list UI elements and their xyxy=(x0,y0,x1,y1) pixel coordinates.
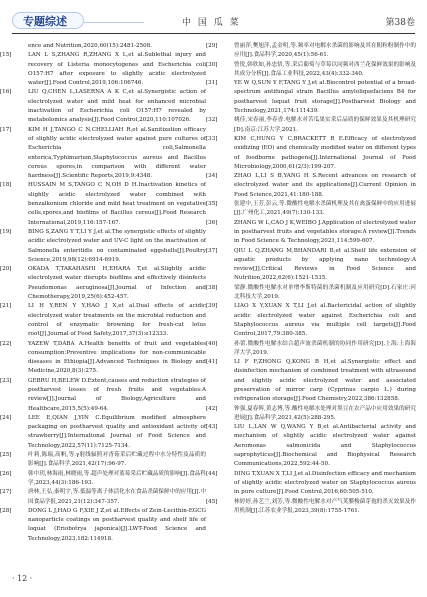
reference-text: DING T,XUAN X T,LI J,et al.Disinfection efficacy and mechanism of slightly acidic electrolyzed water on Staphylococcus aureus in pure culture[J].Food Control,2016,60:505-510. xyxy=(234,470,416,496)
reference-entry xyxy=(0,414,206,451)
reference-number: [34] xyxy=(206,173,218,180)
reference-number: [45] xyxy=(206,498,218,505)
reference-entry xyxy=(206,470,416,498)
reference-text: LIU L,LAN W Q,WANG Y B,et al.Antibacterial activity and mechanism of slightly acidic electrolyzed water against Aeromonas salmonicida and Staphylococcus saprophyticus[J].Biochemical and Biophysical Research Communications,2022,592:44-50. xyxy=(234,424,416,468)
reference-entry xyxy=(206,61,416,80)
header-rule xyxy=(12,33,415,34)
reference-text: LI F F,ZHONG Q,KONG B H,et al.Synergistic effect and disinfection mechanism of combined treatment with ultrasound and slightly acidic electrolyzed water and associated preservation of mirror carp (Cyprinus carpio L.) during refrigeration storage[J].Food Chemistry,2022,386:132858. xyxy=(234,359,416,403)
reference-text: 韩中玥,林海雨,林晓雨,等.超声处理对蓝莓采后贮藏品质的影响[J].食品科学,2023,44(3):186-193. xyxy=(28,470,206,486)
reference-text: ence and Nutrition,2020,60(15):2481-2508. xyxy=(28,43,153,49)
reference-number: [35] xyxy=(206,201,218,208)
volume-number: 第38卷 xyxy=(385,18,415,28)
reference-entry xyxy=(206,135,416,172)
reference-number: [31] xyxy=(206,80,218,87)
reference-entry xyxy=(0,126,206,182)
reference-entry xyxy=(0,470,206,489)
reference-number: [38] xyxy=(206,284,218,291)
reference-column-right xyxy=(206,42,416,516)
reference-text: KIM C,HUNG Y C,BRACKETT R E.Efficacy of electrolyzed oxidizing (EO) and chemically modified water on different types of foodborne pathogens[J].International Journal of Food Microbiology,2000,61(2/3):199-207. xyxy=(234,135,416,170)
section-tag: 专题综述 xyxy=(12,12,84,29)
reference-text: YAZEW T,DABA A.Health benefits of fruit and vegetables consumption:Preventive implications for non-communicable diseases in Ethiopia[J].Advanced Techniques in Biology and Medicine,2020,8(3):275. xyxy=(28,340,206,375)
reference-number: [41] xyxy=(206,359,218,366)
reference-column-left xyxy=(0,42,206,544)
reference-entry xyxy=(206,219,416,247)
reference-entry xyxy=(0,377,206,414)
page-header xyxy=(0,0,427,36)
reference-text: DONG L J,HAO G F,XIE J Z,et al.Effects of Zein-Lecithin-EGCG nanoparticle coatings on postharvest quality and shelf life of loquat (Eriobotrya japonica)[J].LWT-Food Science and Technology,2023,182:114918. xyxy=(28,507,206,542)
reference-text: 叶莉,陈瑞,高帆,等.γ射线辐照对香菇采后贮藏过程中水分特性及品质的影响[J].食品科学,2021,42(17):96-97. xyxy=(28,452,206,468)
reference-entry xyxy=(206,358,416,404)
reference-text: BING S,ZANG Y T,LI Y J,et al.The synergistic effects of slightly acidic electrolyzed water and UV-C light on the inactivation of Salmonella enteritidis on contaminated eggshells[J].Poultry Science,2019,98(12):6914-6919. xyxy=(28,228,206,263)
reference-text: GEBRU H,BELEW D.Extent,causes and reduction strategies of postharvest losses of fresh fruits and vegetables:A review[J].Journal of Biology,Agriculture and Healthcare,2015,5(5):49-64. xyxy=(28,377,206,412)
reference-number: [40] xyxy=(206,340,218,347)
reference-number: [20] xyxy=(0,266,12,273)
reference-text: 梁静.微酸性电解水对单增李斯特菌的杀菌机制及应用研究[D].石家庄:河北科技大学,2019. xyxy=(234,284,416,301)
reference-text: YE W Q,SUN Y F,TANG Y J,et al.Biocontrol potential of a broad-spectrum antifungal strain Bacillus amyloliquefaciens B4 for postharvest loquat fruit storage[J].Postharvest Biology and Technology,2021,174:111439. xyxy=(234,80,416,115)
reference-entry xyxy=(0,488,206,507)
journal-name: 中 国 瓜 菜 xyxy=(182,18,241,28)
reference-entry xyxy=(206,498,416,517)
tag-underline xyxy=(84,22,144,23)
reference-number: [23] xyxy=(0,377,12,384)
reference-number: [21] xyxy=(0,303,12,310)
page-number: · 12 · xyxy=(12,574,33,583)
reference-number: [16] xyxy=(0,89,12,96)
reference-entry xyxy=(206,302,416,339)
reference-text: 林婷婷,孙艺兰,刘芳,等.微酸性电解水对产气荚膜梭菌芽孢的杀灭效果及作用机制[J].江苏农业学报,2023,39(8):1755-1761. xyxy=(234,498,416,514)
reference-entry xyxy=(206,405,416,424)
reference-text: LEE E,QIAN J,YIN C.Equilibrium modified atmosphere packaging on postharvest quality and antioxidant activity of strawberry[J].International Journal of Food Science and Technology,2022,57(11):7125-7134. xyxy=(28,414,206,449)
reference-number: [15] xyxy=(0,52,12,59)
reference-text: ZHANG W L,CAO J K,WEIBO J.Application of electrolyzed water in postharvest fruits and vegetables storage:A review[J].Trends in Food Science & Technology,2021,114:599-607. xyxy=(234,219,416,245)
reference-number: [26] xyxy=(0,470,12,477)
reference-text: ZHAO L,LI S B,YANG H S.Recent advances on research of electrolyzed water and its applications[J].Current Opinion in Food Science,2021,41:180-188. xyxy=(234,173,416,198)
reference-entry xyxy=(14,42,206,51)
reference-number: [43] xyxy=(206,424,218,431)
reference-entry xyxy=(0,265,206,302)
reference-entry xyxy=(206,423,416,469)
reference-entry xyxy=(206,247,416,284)
reference-number: [33] xyxy=(206,135,218,142)
reference-text: 张建中,王芳,彭云,等.微酸性电解水杀菌机理及其在禽蛋保鲜中的应用进展[J].广州化工,2021,49(7):130-133. xyxy=(234,201,416,217)
reference-number: [27] xyxy=(0,489,12,496)
reference-number: [19] xyxy=(0,228,12,235)
reference-text: OKADA T,TAKAHASHI H,EHARA T,et al.Slightly acidic electrolyzed water disrupts biofilms and effectively disinfects Pseudomonas aeruginosa[J].Journal of Infection and Chemotherapy,2019,25(6):452-457. xyxy=(28,266,206,301)
reference-text: 唐林,王弘,秦明宇,等.低温等离子体活化水在食品杀菌保鲜中的应用[J].中国食品学报,2021,21(12):347-357. xyxy=(28,489,206,505)
reference-number: [36] xyxy=(206,219,218,226)
reference-text: LIU Q,CHEN L,LASERNA A K C,et al.Synergistic action of electrolyzed water and mild heat for enhanced microbial inactivation of Escherichia coli O157:H7 revealed by metabolomics analysis[J].Food Control,2020,110:107026. xyxy=(28,89,206,124)
reference-text: KIM H J,TANGO C N,CHELLIAH R,et al.Sanitization efficacy of slightly acidic electrolyzed water against pure cultures of Escherichia coli,Salmonella enterica,Typhimurium,Staphylococcus aureus and Bacillus cereus spores,in comparison with different water hardness[J].Scientific Reports,2019,9:4348. xyxy=(28,126,206,180)
reference-entry xyxy=(0,302,206,339)
reference-number: [44] xyxy=(206,470,218,477)
reference-text: LIAO X Y,XUAN X T,LI J,et al.Bactericidal action of slightly acidic electrolyzed water against Escherichia coli and Staphylococcus aureus via multiple cell targets[J].Food Control,2017,79:380-385. xyxy=(234,303,416,338)
reference-entry xyxy=(206,116,416,135)
reference-entry xyxy=(0,88,206,125)
reference-number: [37] xyxy=(206,247,218,254)
reference-entry xyxy=(206,42,416,61)
reference-entry xyxy=(0,507,206,544)
reference-text: 曾丽萍,樊旭萍,孟金明,等.频率对电解水杀菌的影响及其在粗粒粉制作中的应用[J].食品科学,2020,45(1):56-61. xyxy=(234,43,416,59)
reference-number: [25] xyxy=(0,452,12,459)
reference-entry xyxy=(0,51,206,88)
reference-number: [24] xyxy=(0,414,12,421)
reference-text: LAN L S,ZHANG R,ZHANG X L,et al.Sublethal injury and recovery of Listeria monocytogenes and Escherichia coli O157:H7 after exposure to slightly acidic electrolyzed water[J].Food Control,2019,106:106746. xyxy=(28,52,206,87)
reference-number: [28] xyxy=(0,507,12,514)
reference-entry xyxy=(206,200,416,219)
reference-entry xyxy=(0,228,206,265)
reference-text: HUSSAIN M S,TANGO C N,OH D H.Inactivation kinetics of slightly acidic electrolyzed water combined with benzalkonium chloride and mild heat treatment on vegetative cells,spores,and biofilms of Bacillus cereus[J].Food Research International,2019,116:157-167. xyxy=(28,182,206,226)
reference-number: [18] xyxy=(0,182,12,189)
reference-text: 孙蕾.微酸性电解水结合超声波杀菌机制的协同作用研究[D].上海:上海海洋大学,2019. xyxy=(234,340,416,356)
reference-entry xyxy=(0,340,206,377)
reference-text: 曾锐,韩欣如,孙忠悟,等.采后葡萄与草莓以同频对西兰花保鲜效果的影响及其成分分析[J].食品工业科技,2022,43(4):332-340. xyxy=(234,61,416,77)
reference-text: 钟强,夏春辉,黄志博,等.酸性电解水处理对黑豆在农产品中应用效果的研究进展[J].食品科学,2021,42(5):288-295. xyxy=(234,405,416,421)
reference-text: QIU L Q,ZHANG M,BHANDARI B,et al.Shelf life extension of aquatic products by applying nano technology:A review[J].Critical Reviews in Food Science and Nutrition,2022,62(6):1521-1535. xyxy=(234,247,416,282)
reference-number: [22] xyxy=(0,340,12,347)
reference-entry xyxy=(206,284,416,303)
reference-number: [17] xyxy=(0,126,12,133)
reference-entry xyxy=(206,79,416,116)
reference-number: [39] xyxy=(206,303,218,310)
reference-number: [32] xyxy=(206,117,218,124)
reference-entry xyxy=(206,172,416,200)
reference-entry xyxy=(0,451,206,470)
reference-text: LI H Y,REN Y Y,HAO J X,et al.Dual effects of acidic electrolyzed water treatments on the microbial reduction and control of enzymatic browning for fresh-cut lotus root[J].Journal of Food Safety,2017,37(3):e12333. xyxy=(28,303,206,338)
reference-number: [42] xyxy=(206,405,218,412)
reference-number: [30] xyxy=(206,61,218,68)
reference-entry xyxy=(206,340,416,359)
reference-number: [29] xyxy=(206,43,218,49)
reference-text: 姚佳,宋春丽,李春香.电解水对苦瓜果实采后品质的保鲜效果及其机理研究[D].南京:江苏大学,2021. xyxy=(234,117,416,133)
reference-entry xyxy=(0,181,206,227)
